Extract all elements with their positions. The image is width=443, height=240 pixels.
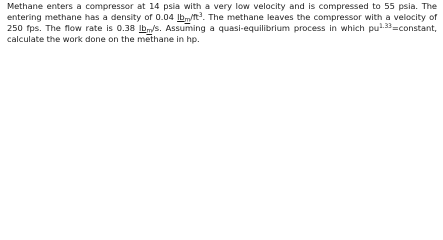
problem-text-part2: . The methane leaves the compressor with a velocity of 250 fps. The flow rate is 0.38 <box>7 12 437 33</box>
density-unit-lb: lb <box>177 12 185 22</box>
density-unit-sup: 3 <box>198 13 203 19</box>
problem-statement <box>7 1 437 45</box>
density-unit-rest: /ft <box>190 12 199 22</box>
problem-text-part1: Methane enters a compressor at 14 psia with a very low velocity and is compressed to 55 psia. The entering methane has a density of 0.04 <box>7 1 437 22</box>
problem-text-part3: . Assuming a quasi-equilibrium process in which pu <box>159 23 380 33</box>
problem-text-part4: =constant, calculate the work done on the methane in hp. <box>7 23 437 44</box>
polytropic-exponent: 1.33 <box>379 24 392 30</box>
flow-unit-sub: m <box>146 28 153 35</box>
flow-unit-lb: lb <box>138 23 147 33</box>
flow-unit-rest: /s <box>152 23 160 33</box>
density-unit-sub: m <box>184 17 191 24</box>
